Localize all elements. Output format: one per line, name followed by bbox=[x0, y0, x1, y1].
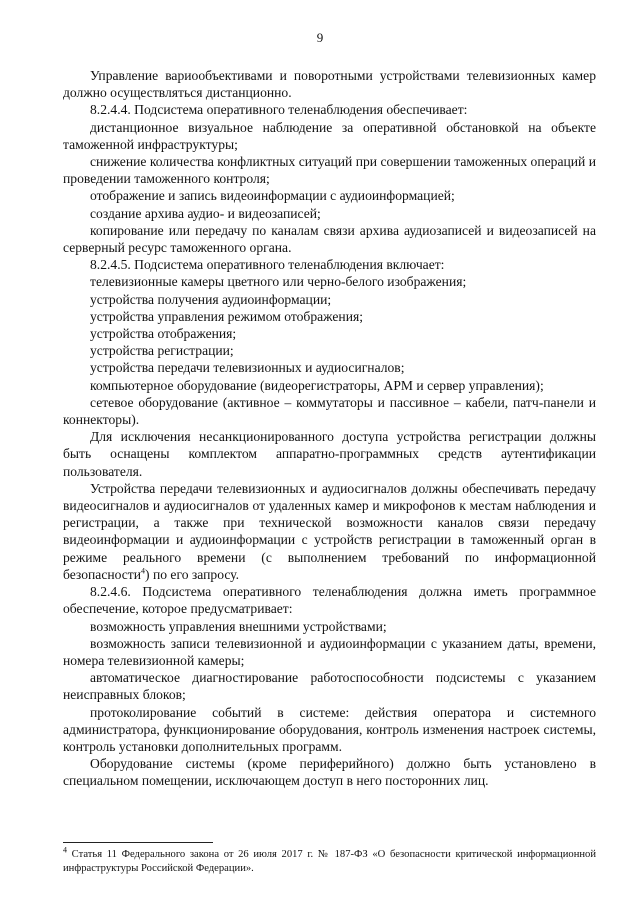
transmission-text: Устройства передачи телевизионных и аудиосигналов должны обеспечивать передачу видеосигналов и аудиосигналов от удаленных камер и микрофонов к местам наблюдения и регистрации, а также при технической возможности каналов связи передачу видеоинформации и аудиоинформации с устройств регистрации в таможенный орган в режиме реального времени (с выполнением требований по информационной безопасности bbox=[63, 480, 596, 582]
list-item-external-control: возможность управления внешними устройствами; bbox=[90, 618, 387, 634]
body-text bbox=[63, 67, 596, 790]
page-number: 9 bbox=[316, 30, 324, 45]
list-item-recording-with-timestamp: возможность записи телевизионной и аудиоинформации с указанием даты, времени, номера телевизионной камеры; bbox=[63, 635, 596, 668]
list-item-cameras: телевизионные камеры цветного или черно-белого изображения; bbox=[90, 274, 467, 290]
list-item-computer-equipment: компьютерное оборудование (видеорегистраторы, АРМ и сервер управления); bbox=[90, 377, 544, 393]
paragraph-section-8-2-4-4: 8.2.4.4. Подсистема оперативного теленаблюдения обеспечивает: bbox=[90, 102, 468, 118]
list-item-registration-devices: устройства регистрации; bbox=[90, 343, 234, 359]
list-item-display-devices: устройства отображения; bbox=[90, 326, 237, 342]
footnote bbox=[63, 845, 596, 876]
paragraph-section-8-2-4-6: 8.2.4.6. Подсистема оперативного теленаблюдения должна иметь программное обеспечение, которое предусматривает: bbox=[63, 584, 596, 617]
footnote-marker: 4 bbox=[63, 845, 67, 855]
footnote-reference: 4 bbox=[141, 566, 146, 576]
paragraph-remote-control: Управление вариообъективами и поворотными устройствами телевизионных камер должно осуществляться дистанционно. bbox=[63, 68, 596, 101]
list-item-audio-devices: устройства получения аудиоинформации; bbox=[90, 291, 332, 307]
footnote-divider bbox=[63, 842, 213, 843]
list-item-display-mode-control: устройства управления режимом отображения; bbox=[90, 308, 363, 324]
transmission-text-end: ) по его запросу. bbox=[145, 566, 240, 582]
paragraph-authentication: Для исключения несанкционированного доступа устройства регистрации должны быть оснащены комплектом аппаратно-программных средств аутентификации пользователя. bbox=[63, 429, 596, 479]
list-item-transmission-devices: устройства передачи телевизионных и аудиосигналов; bbox=[90, 360, 405, 376]
paragraph-equipment-room: Оборудование системы (кроме периферийного) должно быть установлено в специальном помещении, исключающем доступ в него посторонних лиц. bbox=[63, 756, 596, 789]
list-item-conflict-reduction: снижение количества конфликтных ситуаций при совершении таможенных операций и проведении таможенного контроля; bbox=[63, 154, 596, 187]
footnote-text: Статья 11 Федерального закона от 26 июля 2017 г. № 187-ФЗ «О безопасности критической информационной инфраструктуры Российской Федерации». bbox=[63, 849, 596, 874]
list-item-display-recording: отображение и запись видеоинформации с аудиоинформацией; bbox=[90, 188, 455, 204]
list-item-copying: копирование или передачу по каналам связи архива аудиозаписей и видеозаписей на серверный ресурс таможенного органа. bbox=[63, 222, 596, 256]
list-item-archive: создание архива аудио- и видеозаписей; bbox=[90, 205, 321, 221]
list-item-diagnostics: автоматическое диагностирование работоспособности подсистемы с указанием неисправных блоков; bbox=[63, 670, 596, 703]
list-item-network-equipment: сетевое оборудование (активное – коммутаторы и пассивное – кабели, патч-панели и коннекторы). bbox=[63, 394, 596, 428]
paragraph-section-8-2-4-5: 8.2.4.5. Подсистема оперативного теленаблюдения включает: bbox=[90, 257, 445, 273]
list-item-event-logging: протоколирование событий в системе: действия оператора и системного администратора, функционирование оборудования, контроль изменения настроек системы, контроль установки дополнительных программ. bbox=[63, 704, 596, 754]
paragraph-transmission bbox=[63, 480, 596, 583]
list-item-remote-observation: дистанционное визуальное наблюдение за оперативной обстановкой на объекте таможенной инфраструктуры; bbox=[63, 119, 596, 152]
